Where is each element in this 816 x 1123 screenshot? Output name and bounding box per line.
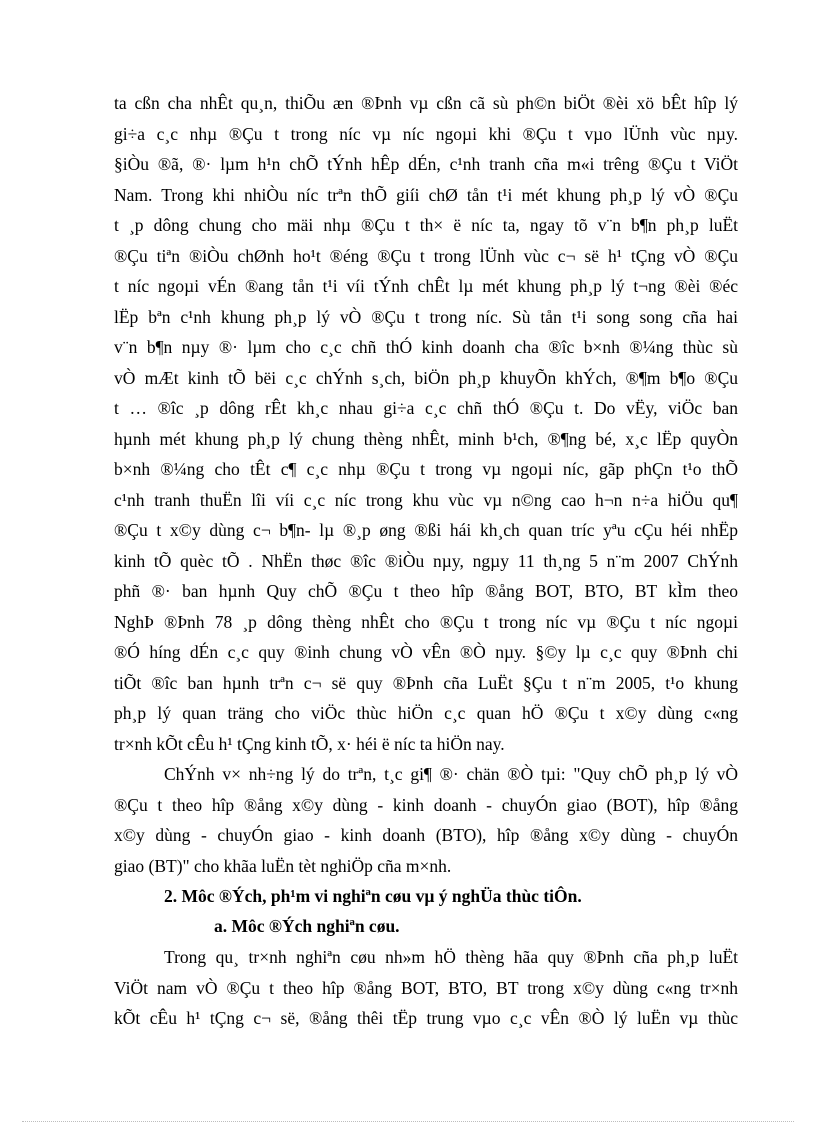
section-heading: 2. Môc ®Ých, ph¹m vi nghiªn cøu vµ ý nghÜa thùc tiÔn. [164, 886, 582, 906]
text-line: x©y dùng - chuyÓn giao - kinh doanh (BTO), hîp ®ång x©y dùng - chuyÓn [114, 825, 738, 845]
text-line: t … ®îc ¸p dông rÊt kh¸c nhau gi÷a c¸c chñ thÓ ®Çu t. Do vËy, viÖc ban [114, 398, 738, 418]
text-line: ViÖt nam vÒ ®Çu t theo hîp ®ång BOT, BTO, BT trong x©y dùng c«ng tr×nh [114, 977, 738, 998]
paragraph-1 [114, 88, 738, 759]
text-line: ®Ó híng dÉn c¸c quy ®inh chung vÒ vÊn ®Ò nµy. §©y lµ c¸c quy ®Þnh chi [114, 642, 738, 662]
text-line: giao (BT)" cho khãa luËn tèt nghiÖp cña m×nh. [114, 855, 452, 876]
text-line: ChÝnh v× nh÷ng lý do trªn, t¸c gi¶ ®· chän ®Ò tµi: "Quy chÕ ph¸p lý vÒ [164, 764, 738, 784]
subsection-heading: a. Môc ®Ých nghiªn cøu. [214, 916, 400, 936]
text-line: v¨n b¶n nµy ®· lµm cho c¸c chñ thÓ kinh doanh cha ®îc b×nh ®¼ng thùc sù [114, 337, 738, 357]
text-line: Nam. Trong khi nhiÒu níc trªn thÕ giíi chØ tån t¹i mét khung ph¸p lý vÒ ®Çu [114, 184, 738, 205]
paragraph-3 [114, 942, 738, 1034]
text-line: kinh tÕ quèc tÕ . NhËn thøc ®îc ®iÒu nµy, ngµy 11 th¸ng 5 n¨m 2007 ChÝnh [114, 550, 738, 571]
text-line: tiÕt ®îc ban hµnh trªn c¬ së quy ®Þnh cña LuËt §Çu t n¨m 2005, t¹o khung [114, 672, 738, 693]
paragraph-2 [114, 759, 738, 881]
text-line: tr×nh kÕt cÊu h¹ tÇng kinh tÕ, x· héi ë níc ta hiÖn nay. [114, 733, 505, 754]
text-line: ®Çu t x©y dùng c¬ b¶n- lµ ®¸p øng ®ßi hái kh¸ch quan tríc yªu cÇu héi nhËp [114, 520, 738, 540]
text-line: c¹nh tranh thuËn lîi víi c¸c níc trong khu vùc vµ n©ng cao h¬n n÷a hiÖu qu¶ [114, 489, 738, 510]
page-bottom-divider [22, 1121, 794, 1122]
text-line: gi÷a c¸c nhµ ®Çu t trong níc vµ níc ngoµi khi ®Çu t vµo lÜnh vùc nµy. [114, 123, 738, 144]
text-line: vÒ mÆt kinh tÕ bëi c¸c chÝnh s¸ch, biÖn ph¸p khuyÕn khÝch, ®¶m b¶o ®Çu [114, 367, 738, 388]
text-line: lËp bªn c¹nh khung ph¸p lý vÒ ®Çu t trong níc. Sù tån t¹i song song cña hai [114, 306, 738, 327]
text-line: phñ ®· ban hµnh Quy chÕ ®Çu t theo hîp ®ång BOT, BTO, BT kÌm theo [114, 581, 738, 601]
text-line: hµnh mét khung ph¸p lý chung thèng nhÊt, minh b¹ch, ®¶ng bé, x¸c lËp quyÒn [114, 428, 738, 449]
text-line: kÕt cÊu h¹ tÇng c¬ së, ®ång thêi tËp trung vµo c¸c vÊn ®Ò lý luËn vµ thùc [114, 1008, 738, 1028]
text-line: ta cßn cha nhÊt qu¸n, thiÕu æn ®Þnh vµ cßn cã sù ph©n biÖt ®èi xö bÊt hîp lý [114, 93, 738, 113]
text-line: t ¸p dông chung cho mäi nhµ ®Çu t th× ë níc ta, ngay tõ v¨n b¶n ph¸p luËt [114, 215, 738, 235]
text-line: ®Çu t theo hîp ®ång x©y dùng - kinh doanh - chuyÓn giao (BOT), hîp ®ång [114, 794, 738, 815]
text-line: §iÒu ®ã, ®· lµm h¹n chÕ tÝnh hÊp dÉn, c¹nh tranh cña m«i trêng ®Çu t ViÖt [114, 154, 738, 174]
text-line: ®Çu tiªn ®iÒu chØnh ho¹t ®éng ®Çu t trong lÜnh vùc c¬ së h¹ tÇng vÒ ®Çu [114, 245, 738, 266]
text-line: ph¸p lý quan träng cho viÖc thùc hiÖn c¸c quan hÖ ®Çu t x©y dùng c«ng [114, 703, 738, 723]
text-line: Trong qu¸ tr×nh nghiªn cøu nh»m hÖ thèng hãa quy ®Þnh cña ph¸p luËt [164, 947, 738, 967]
text-line: t níc ngoµi vÉn ®ang tån t¹i víi tÝnh chÊt lµ mét khung ph¸p lý t¬ng ®èi ®éc [114, 276, 738, 296]
text-line: b×nh ®¼ng cho tÊt c¶ c¸c nhµ ®Çu t trong vµ ngoµi níc, gãp phÇn t¹o thÕ [114, 459, 738, 479]
text-line: NghÞ ®Þnh 78 ¸p dông thèng nhÊt cho ®Çu t trong níc vµ ®Çu t níc ngoµi [114, 611, 738, 632]
